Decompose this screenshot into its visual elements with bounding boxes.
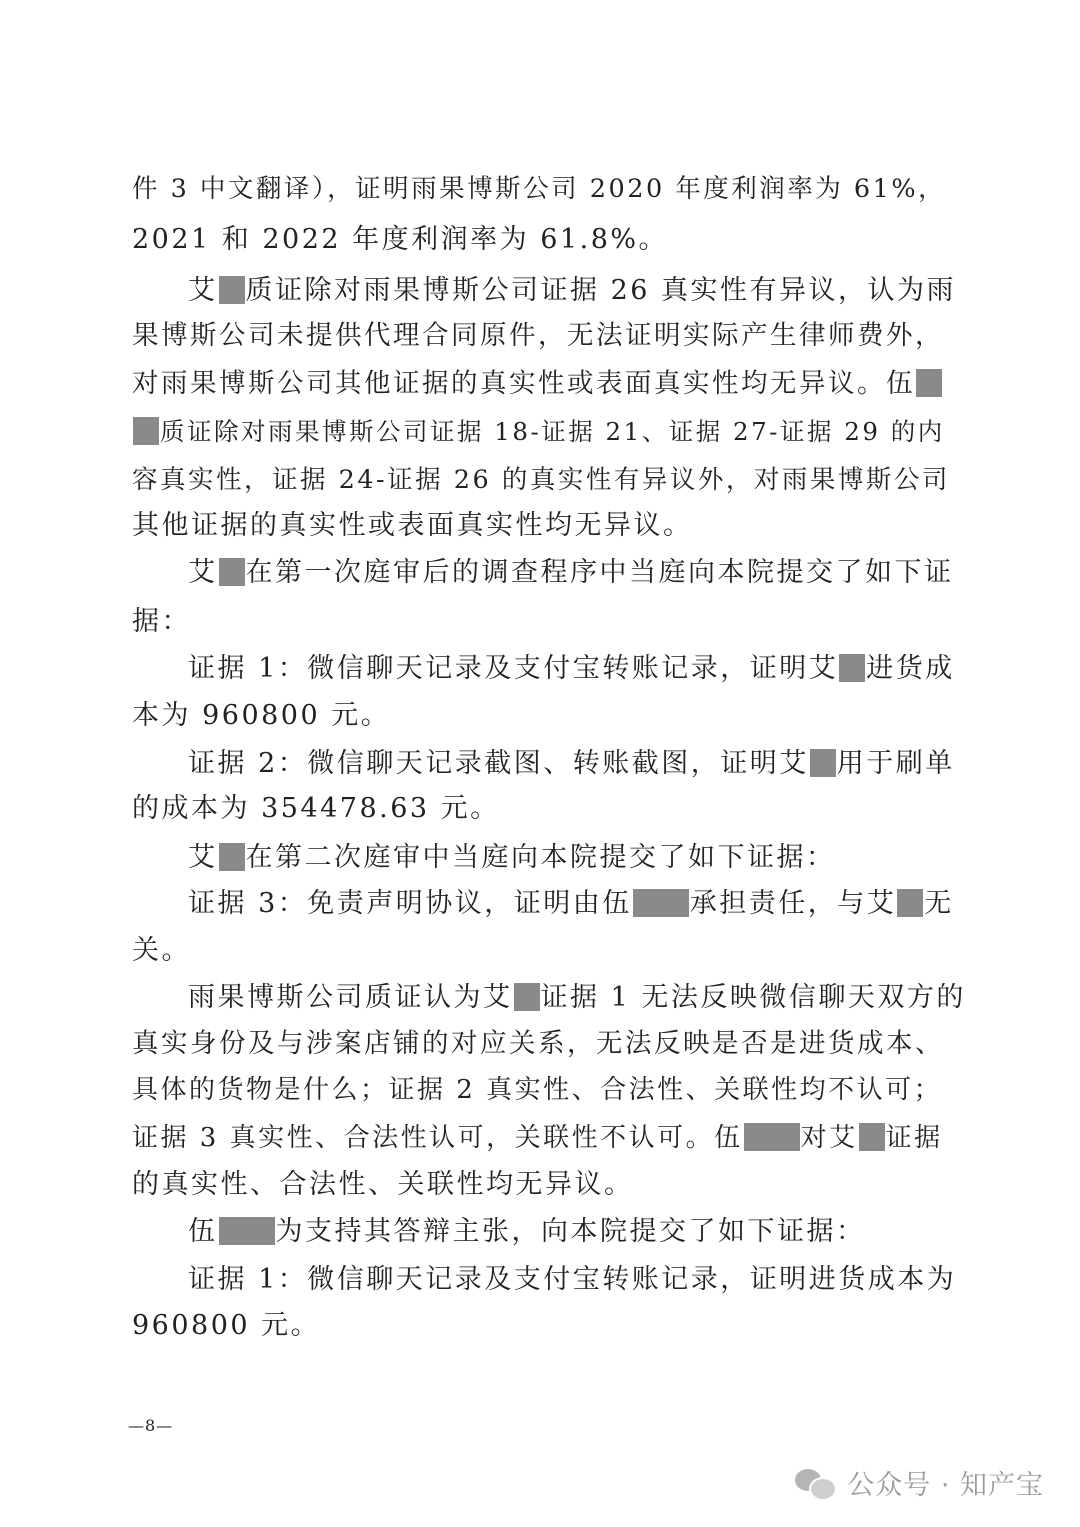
text-segment: 件 3 中文翻译），证明雨果博斯公司 2020 年度利润率为 61%，: [132, 174, 947, 204]
redaction-block: [514, 983, 540, 1011]
text-segment: 质证除对雨果博斯公司证据 18-证据 21、证据 27-证据 29 的内: [160, 417, 945, 446]
text-segment: 960800 元。: [132, 1310, 321, 1341]
text-segment: 雨果博斯公司质证认为艾: [188, 982, 513, 1013]
text-segment: 艾: [188, 557, 218, 588]
text-line: [188, 646, 1008, 692]
text-segment: 无: [924, 888, 954, 919]
text-segment: 在第一次庭审后的调查程序中当庭向本院提交了如下证: [245, 557, 954, 588]
wechat-icon: [795, 1465, 837, 1499]
text-line: [132, 1303, 952, 1349]
text-segment: 对雨果博斯公司其他证据的真实性或表面真实性均无异议。伍: [132, 368, 915, 399]
text-segment: 证据 3：免责声明协议，证明由伍: [188, 888, 632, 919]
text-segment: 其他证据的真实性或表面真实性均无异议。: [132, 510, 693, 541]
text-segment: 在第二次庭审中当庭向本院提交了如下证据：: [245, 842, 836, 873]
redaction-block: [839, 654, 865, 682]
redaction-block: [219, 558, 245, 586]
text-segment: 对艾: [800, 1123, 858, 1153]
text-segment: 为支持其答辩主张，向本院提交了如下证据：: [275, 1216, 866, 1247]
text-line: [132, 313, 952, 359]
text-segment: 的真实性、合法性、关联性均无异议。: [132, 1169, 634, 1200]
text-line: [188, 741, 1008, 787]
text-segment: 关。: [132, 935, 191, 966]
redaction-block: [859, 1123, 885, 1151]
redaction-block: [633, 889, 689, 917]
text-segment: 艾: [188, 275, 218, 306]
redaction-block: [133, 417, 159, 445]
text-segment: 的成本为 354478.63 元。: [132, 793, 500, 824]
text-line: [188, 881, 1008, 927]
text-segment: 伍: [188, 1216, 218, 1247]
text-segment: 证据 1 无法反映微信聊天双方的: [540, 982, 966, 1013]
text-line: [188, 550, 1008, 596]
text-segment: 证据 1：微信聊天记录及支付宝转账记录，证明进货成本为: [188, 1264, 957, 1295]
watermark: [795, 1456, 1044, 1508]
text-line: [132, 1162, 952, 1208]
text-line: [132, 361, 952, 407]
text-line: [188, 1257, 1008, 1303]
text-line: [132, 166, 952, 212]
text-segment: 证据 2：微信聊天记录截图、转账截图，证明艾: [188, 748, 809, 779]
redaction-block: [744, 1123, 800, 1151]
text-line: [132, 1115, 952, 1161]
page-number: —8—: [128, 1416, 174, 1435]
text-segment: 进货成: [866, 653, 955, 684]
text-line: [132, 599, 952, 645]
text-segment: 证据 1：微信聊天记录及支付宝转账记录，证明艾: [188, 653, 839, 684]
text-segment: 证据: [885, 1123, 943, 1153]
redaction-block: [897, 889, 923, 917]
text-line: [132, 1021, 952, 1067]
text-segment: 据：: [132, 606, 191, 637]
text-line: [188, 835, 1008, 881]
text-line: [132, 217, 952, 263]
text-line: [132, 928, 952, 974]
text-segment: 证据 3 真实性、合法性认可，关联性不认可。伍: [132, 1123, 743, 1153]
redaction-block: [219, 1217, 275, 1245]
redaction-block: [916, 369, 942, 397]
redaction-block: [219, 843, 245, 871]
redaction-block: [219, 276, 245, 304]
text-segment: 用于刷单: [836, 748, 955, 779]
text-segment: 具体的货物是什么；证据 2 真实性、合法性、关联性均不认可；: [132, 1075, 943, 1105]
text-segment: 艾: [188, 842, 218, 873]
text-segment: 2021 和 2022 年度利润率为 61.8%。: [132, 224, 669, 255]
text-segment: 果博斯公司未提供代理合同原件，无法证明实际产生律师费外，: [132, 320, 944, 351]
text-line: [132, 1067, 952, 1113]
text-line: [188, 975, 1008, 1021]
text-segment: 容真实性，证据 24-证据 26 的真实性有异议外，对雨果博斯公司: [132, 465, 950, 495]
text-segment: 质证除对雨果博斯公司证据 26 真实性有异议，认为雨: [245, 275, 957, 306]
text-line: [188, 268, 1008, 314]
redaction-block: [810, 749, 836, 777]
text-segment: 真实身份及与涉案店铺的对应关系，无法反映是否是进货成本、: [132, 1028, 944, 1059]
text-line: [132, 786, 952, 832]
text-line: [132, 503, 952, 549]
text-line: [188, 1209, 1008, 1255]
text-line: [132, 409, 952, 455]
text-line: [132, 693, 952, 739]
watermark-text: 公众号 · 知产宝: [847, 1469, 1044, 1501]
text-line: [132, 457, 952, 503]
text-segment: 承担责任，与艾: [689, 888, 897, 919]
text-segment: 本为 960800 元。: [132, 700, 391, 731]
